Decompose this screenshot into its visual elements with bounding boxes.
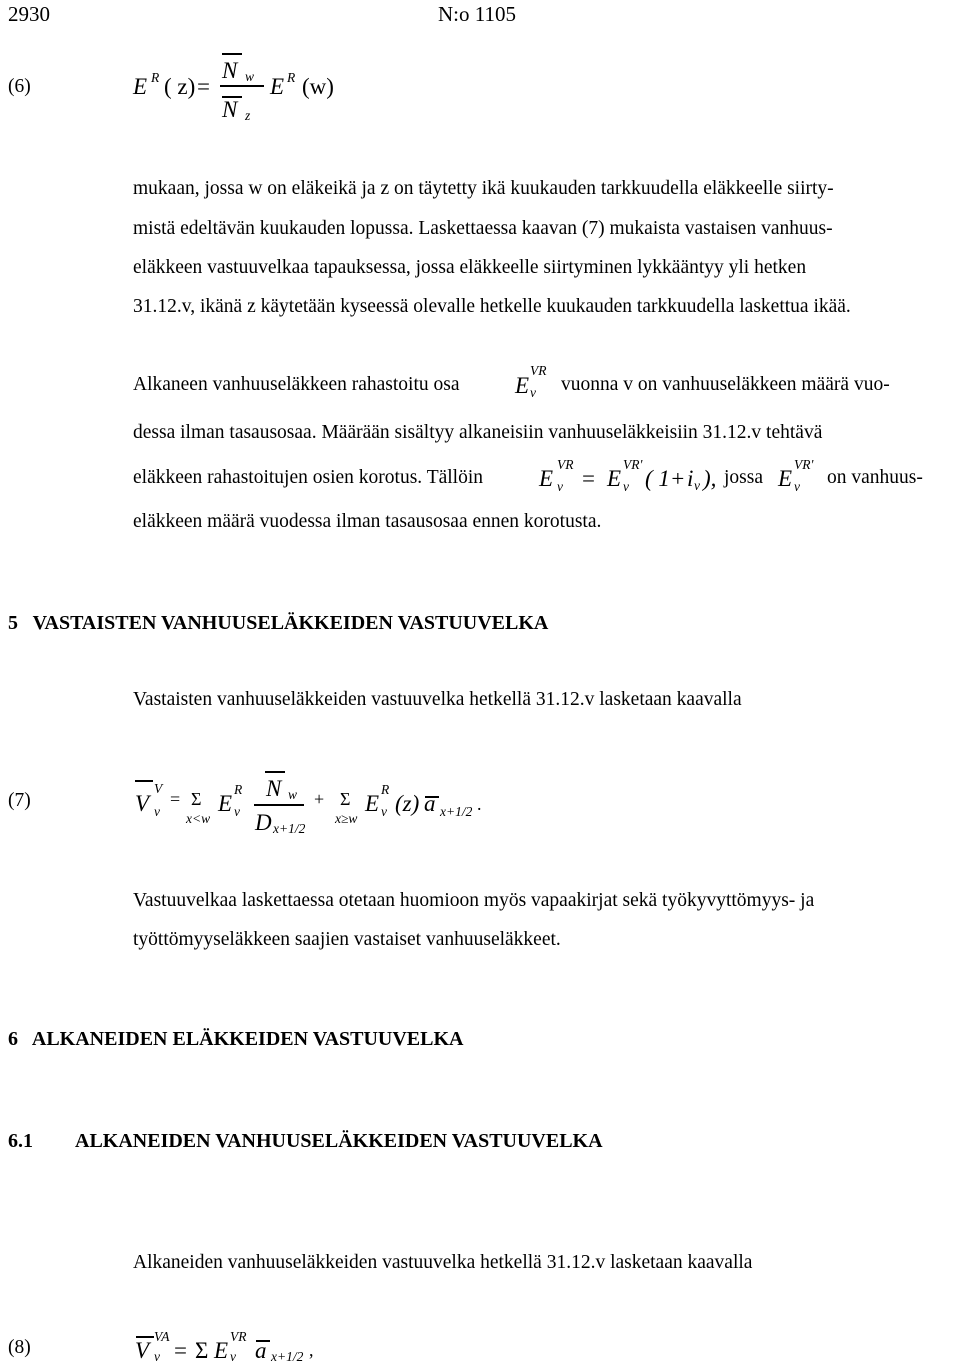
formula-8-equals: = xyxy=(174,1338,187,1363)
paragraph-4-line: Vastuuvelkaa laskettaessa otetaan huomioon myös vapaakirjat sekä työkyvyttömyys- ja xyxy=(133,890,815,911)
paragraph-1-line: mukaan, jossa w on eläkeikä ja z on täytetty ikä kuukauden tarkkuudella eläkkeelle siirty- xyxy=(133,178,834,199)
formula-8-sum: Σ xyxy=(195,1338,209,1363)
eq-E3: E xyxy=(778,466,793,491)
formula-7-V-overbar xyxy=(135,780,153,782)
paragraph-4-line: työttömyyseläkkeen saajien vastaiset vanhuuseläkkeet. xyxy=(133,929,561,950)
formula-7-sum1-under: x<w xyxy=(186,811,211,826)
formula-7-equals: = xyxy=(170,789,181,809)
paragraph-1-line: mistä edeltävän kuukauden lopussa. Laskettaessa kaavan (7) mukaista vastaisen vanhuus- xyxy=(133,218,833,239)
formula-7-sum2: Σ xyxy=(340,789,351,809)
formula-7-frac-N-sub: w xyxy=(288,787,298,802)
formula-6-rhs-arg: (w) xyxy=(302,74,334,99)
eq-E2-sub: v xyxy=(623,479,629,494)
formula-7-fraction-bar xyxy=(254,804,304,806)
formula-6-fraction-bar xyxy=(220,85,264,87)
eq-E1-sup: VR xyxy=(557,457,574,472)
paragraph-2-line1-pre: Alkaneen vanhuuseläkkeen rahastoitu osa xyxy=(133,374,460,395)
section-6-1-number: 6.1 xyxy=(8,1130,33,1152)
formula-7-E2: E xyxy=(365,791,380,816)
formula-7-label: (7) xyxy=(8,790,31,811)
formula-6-equals: = xyxy=(197,74,210,99)
formula-8-a: a xyxy=(255,1338,267,1363)
formula-6-num-sub: w xyxy=(245,69,255,84)
eq-paren-one-plus: ( 1+ xyxy=(645,466,686,491)
formula-7-E2-sub: v xyxy=(381,804,387,819)
document-number: N:o 1105 xyxy=(438,2,516,26)
formula-7-V-sub: v xyxy=(154,804,160,819)
symbol-E-VR-sub: v xyxy=(530,385,536,400)
eq-E3-sub: v xyxy=(794,479,800,494)
paragraph-5: Alkaneiden vanhuuseläkkeiden vastuuvelka hetkellä 31.12.v lasketaan kaavalla xyxy=(133,1252,753,1273)
formula-8-E: E xyxy=(214,1338,229,1363)
formula-6-lhs-arg: ( z) xyxy=(164,74,196,99)
section-6-1-title: ALKANEIDEN VANHUUSELÄKKEIDEN VASTUUVELKA xyxy=(75,1130,603,1152)
formula-7-sum1: Σ xyxy=(191,789,202,809)
formula-8-V-sub: v xyxy=(154,1349,160,1364)
formula-7-E1-sup: R xyxy=(234,782,243,797)
formula-7-V-sup: V xyxy=(154,781,163,796)
section-6-heading: 6 ALKANEIDEN ELÄKKEIDEN VASTUUVELKA xyxy=(8,1028,464,1050)
eq-E2-sup: VR' xyxy=(623,457,643,472)
formula-6-num-overbar xyxy=(222,53,242,55)
paragraph-3: Vastaisten vanhuuseläkkeiden vastuuvelka hetkellä 31.12.v lasketaan kaavalla xyxy=(133,689,742,710)
formula-7-N-overbar xyxy=(265,771,285,773)
formula-8-label: (8) xyxy=(8,1337,31,1358)
paragraph-2-line2: dessa ilman tasausosaa. Määrään sisältyy alkaneisiin vanhuuseläkkeisiin 31.12.v tehtävä xyxy=(133,422,823,443)
formula-7-V: V xyxy=(135,791,150,816)
formula-6-rhs-E: E xyxy=(270,74,285,99)
formula-8-a-sub: x+1/2 xyxy=(271,1349,304,1364)
formula-7-plus: + xyxy=(314,789,325,809)
paragraph-2-line3-pre: eläkkeen rahastoitujen osien korotus. Tällöin xyxy=(133,467,484,488)
formula-6-label: (6) xyxy=(8,76,31,97)
paragraph-2-line1-post: vuonna v on vanhuuseläkkeen määrä vuo- xyxy=(561,374,890,395)
eq-i: i xyxy=(687,466,694,491)
eq-E3-sup: VR' xyxy=(794,457,814,472)
formula-7-E2-arg: (z) xyxy=(395,791,420,816)
paragraph-1-line: eläkkeen vastuuvelkaa tapauksessa, jossa eläkkeelle siirtyminen lykkääntyy yli hetken xyxy=(133,257,807,278)
formula-8-E-sub: v xyxy=(230,1349,236,1364)
formula-6-rhs-sup: R xyxy=(287,70,296,85)
formula-7-frac-D: D xyxy=(255,810,272,835)
formula-7-frac-N: N xyxy=(266,776,282,801)
eq-i-sub: v xyxy=(694,478,700,493)
paragraph-2-line3-post: on vanhuus- xyxy=(827,467,923,488)
paragraph-1-line: 31.12.v, ikänä z käytetään kyseessä olevalle hetkelle kuukauden tarkkuudella laskettua ikää. xyxy=(133,296,851,317)
formula-6-num-N: N xyxy=(222,58,238,83)
formula-7-E2-sup: R xyxy=(381,782,390,797)
formula-6-lhs-E: E xyxy=(133,74,148,99)
section-5-heading: 5 VASTAISTEN VANHUUSELÄKKEIDEN VASTUUVELKA xyxy=(8,612,549,634)
formula-8-V: V xyxy=(135,1338,150,1363)
formula-6-den-N: N xyxy=(222,97,238,122)
symbol-E-VR: E xyxy=(515,373,530,398)
paragraph-2-line4: eläkkeen määrä vuodessa ilman tasausosaa ennen korotusta. xyxy=(133,511,602,532)
formula-7-E1: E xyxy=(218,791,233,816)
formula-7-a: a xyxy=(424,791,436,816)
symbol-E-VR-sup: VR xyxy=(530,363,547,378)
formula-8-tail: , xyxy=(309,1340,314,1360)
formula-7-tail: . xyxy=(477,794,482,814)
page-number: 2930 xyxy=(8,2,50,26)
formula-6-den-sub: z xyxy=(245,108,251,123)
eq-E1-sub: v xyxy=(557,479,563,494)
eq-equals: = xyxy=(582,466,595,491)
eq-close: ), xyxy=(703,466,717,491)
formula-8-E-sup: VR xyxy=(230,1329,247,1344)
formula-7-frac-D-sub: x+1/2 xyxy=(273,821,306,836)
formula-8-V-sup: VA xyxy=(154,1329,170,1344)
formula-7-E1-sub: v xyxy=(234,804,240,819)
formula-7-sum2-under: x≥w xyxy=(335,811,358,826)
formula-6-lhs-sup: R xyxy=(151,70,160,85)
eq-E1: E xyxy=(539,466,554,491)
paragraph-2-line3-mid: jossa xyxy=(724,467,763,488)
eq-E2: E xyxy=(607,466,622,491)
formula-7-a-sub: x+1/2 xyxy=(440,804,473,819)
